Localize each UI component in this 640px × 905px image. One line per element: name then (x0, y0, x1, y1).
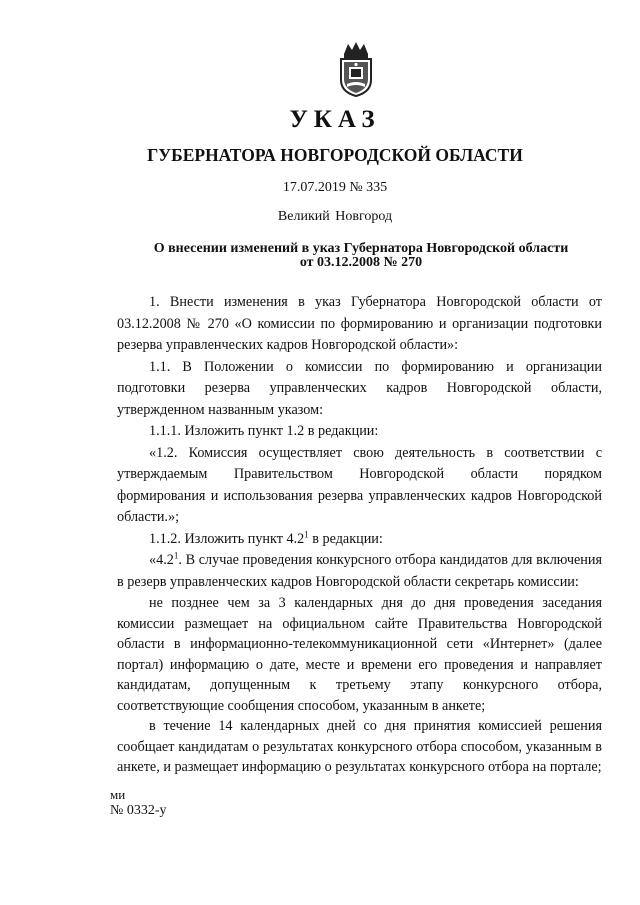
paragraph-4-2-text: . В случае проведения конкурсного отбора кандидатов для включения в резерв управленческих кадров Новгородской области секретарь комиссии: (117, 552, 602, 590)
document-city: Великий Новгород (277, 209, 393, 224)
document-subject (118, 242, 604, 270)
subject-line-2: от 03.12.2008 № 270 (299, 255, 423, 270)
footer-doc-code: № 0332-у (110, 803, 167, 818)
paragraph-portal-notice: не позднее чем за 3 календарных дня до дня проведения заседания комиссии размещает на официальном сайте Правительства Новгородской области в информационно-телекоммуникационной сети «Интернет» (далее портал) информацию о дате, месте и времени его проведения и направляет кандидатам, допущенным к третьему этапу конкурсного отбора, соответствующие сообщения способом, указанным в анкете; (117, 595, 602, 714)
paragraph-1-2-quote: «1.2. Комиссия осуществляет свою деятельность в соответствии с утверждаемым Правительством Новгородской области порядком формирования и использования резерва управленческих кадров Новгородской области.»; (117, 444, 602, 525)
document-body (117, 292, 602, 778)
document-subtitle: ГУБЕРНАТОРА НОВГОРОДСКОЙ ОБЛАСТИ (147, 145, 523, 165)
paragraph-1-1-2-sup: 1 (304, 528, 309, 539)
subject-line-1: О внесении изменений в указ Губернатора Новгородской области (153, 241, 569, 256)
paragraph-1-1-2-tail: в редакции: (308, 530, 383, 547)
document-date-number: 17.07.2019 № 335 (282, 180, 388, 195)
footer-initials: ми (110, 787, 126, 802)
paragraph-1-1-2-text: 1.1.2. Изложить пункт 4.2 (149, 530, 305, 547)
paragraph-1-1-2 (117, 529, 602, 551)
document-title: УКАЗ (289, 106, 381, 133)
paragraph-results-notice: в течение 14 календарных дней со дня принятия комиссией решения сообщает кандидатам о результатах конкурсного отбора способом, указанным в анкете, и размещает информацию о результатах конкурсного отбора на портале; (117, 718, 602, 775)
paragraph-1-1-1: 1.1.1. Изложить пункт 1.2 в редакции: (149, 423, 379, 439)
paragraph-4-2-sup: 1 (173, 550, 179, 561)
paragraph-4-2-quote (117, 550, 602, 593)
paragraph-4-2-num: «4.2 (149, 552, 174, 568)
paragraph-1: 1. Внести изменения в указ Губернатора Новгородской области от 03.12.2008 № 270 «О комиссии по формированию и организации подготовки резерва управленческих кадров Новгородской области»: (117, 294, 602, 353)
coat-of-arms-icon (334, 40, 378, 98)
paragraph-1-1: 1.1. В Положении о комиссии по формированию и организации подготовки резерва управленческих кадров Новгородской области, утвержденном названным указом: (117, 358, 602, 418)
